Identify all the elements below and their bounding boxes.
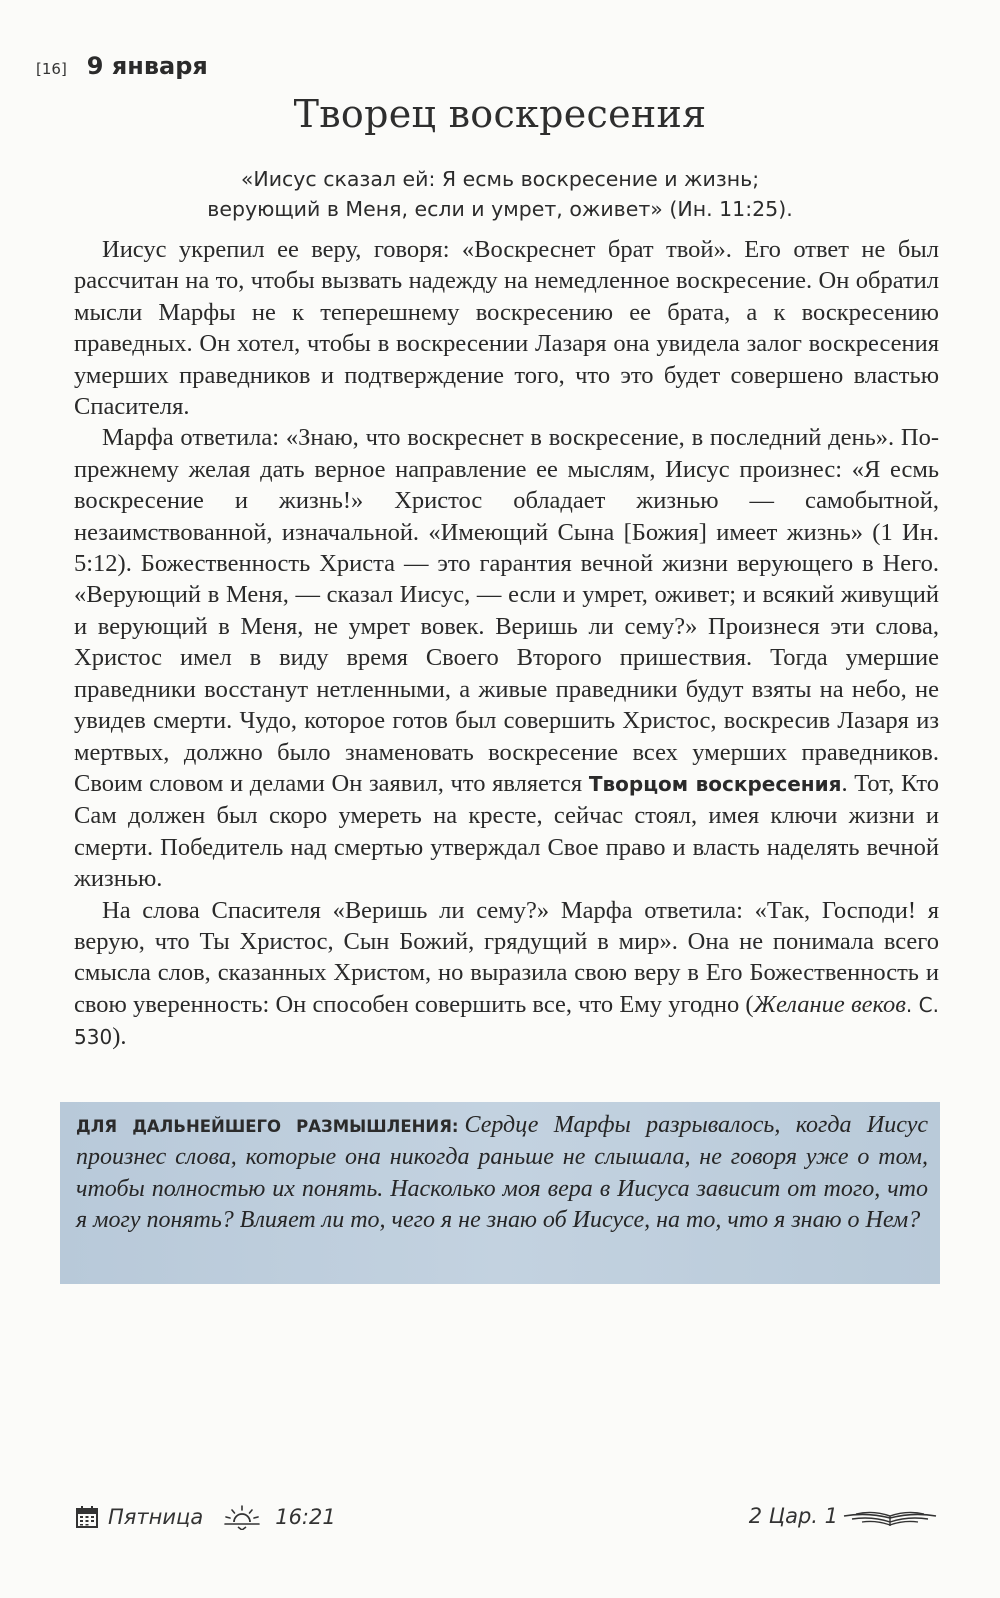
calendar-icon [76, 1506, 98, 1528]
open-book-icon [842, 1504, 938, 1528]
source-title: Желание веков [753, 990, 906, 1018]
reflection-body: Сердце Марфы разрывалось, когда Иисус произнес слова, которые она никогда раньше не слышала, не говоря уже о том, чтобы полностью их понять. Насколько моя вера в Иисуса зависит от того, что я могу понять? Влияет ли то, чего я не знаю об Иисусе, на то, что я знаю о Нем? [76, 1112, 928, 1234]
footer-left [76, 1504, 336, 1530]
reflection-text [76, 1110, 928, 1237]
body-text [74, 234, 939, 1054]
paragraph-3-end: ). [112, 1023, 127, 1051]
epigraph-line-1: «Иисус сказал ей: Я есмь воскресение и жизнь; [240, 167, 760, 191]
paragraph-2-text: Марфа ответила: «Знаю, что воскреснет в воскресение, в последний день». По-прежнему желая дать верное направление ее мыслям, Иисус произнес: «Я есмь воскресение и жизнь!» Христос обладает жизнью — самобытной, незаимствованной, изначальной. «Имеющий Сына [Божия] имеет жизнь» (1 Ин. 5:12). Божественность Христа — это гарантия вечной жизни верующего в Него. «Верующий в Меня, — сказал Иисус, — если и умрет, оживет; и всякий живущий и верующий в Меня, не умрет вовек. Веришь ли сему?» Произнеся эти слова, Христос имел в виду время Своего Второго пришествия. Тогда умершие праведники восстанут нетленными, а живые праведники будут взяты на небо, не увидев смерти. Чудо, которое готов был совершить Христос, воскресив Лазаря из мертвых, должно было знаменовать воскресение всех умерших праведников. Своим словом и делами Он заявил, что является [74, 424, 939, 797]
epigraph [80, 164, 920, 224]
emphasis-creator-of-resurrection: Творцом воскресения [588, 771, 842, 796]
paragraph-2 [74, 422, 939, 894]
footer-right [749, 1504, 938, 1528]
date-heading: 9 января [86, 52, 208, 80]
page-number: [16] [36, 60, 67, 78]
reflection-label: ДЛЯ ДАЛЬНЕЙШЕГО РАЗМЫШЛЕНИЯ: [76, 1117, 459, 1136]
sunset-time: 16:21 [275, 1505, 336, 1529]
epigraph-line-2: верующий в Меня, если и умрет, оживет» (Ин. 11:25). [207, 197, 793, 221]
paragraph-2-text-end: . Тот, Кто Сам должен был скоро умереть на кресте, сейчас стоял, имея ключи жизни и смерти. Победитель над смертью утверждал Свое право и власть наделять вечной жизнью. [74, 769, 940, 893]
paragraph-3 [74, 895, 939, 1054]
paragraph-3-text: На слова Спасителя «Веришь ли сему?» Марфа ответила: «Так, Господи! я верую, что Ты Христос, Сын Божий, грядущий в мир». Она не понимала всего смысла слов, сказанных Христом, но выразила свою веру в Его Божественность и свою уверенность: Он способен совершить все, что Ему угодно ( [74, 896, 939, 1018]
page-title: Творец воскресения [293, 92, 707, 136]
daily-reading: 2 Цар. 1 [748, 1504, 838, 1528]
reflection-box [60, 1102, 940, 1284]
page-header [36, 52, 208, 80]
sunset-icon [223, 1504, 261, 1530]
source-page: . С. 530 [74, 992, 939, 1050]
paragraph-1: Иисус укрепил ее веру, говоря: «Воскреснет брат твой». Его ответ не был рассчитан на то, чтобы вызвать надежду на немедленное воскресение. Он обратил мысли Марфы не к теперешнему воскресению ее брата, а к воскресению праведных. Он хотел, чтобы в воскресении Лазаря она увидела залог воскресения умерших праведников и подтверждение того, что это будет совершено властью Спасителя. [74, 236, 939, 421]
weekday: Пятница [108, 1505, 204, 1529]
